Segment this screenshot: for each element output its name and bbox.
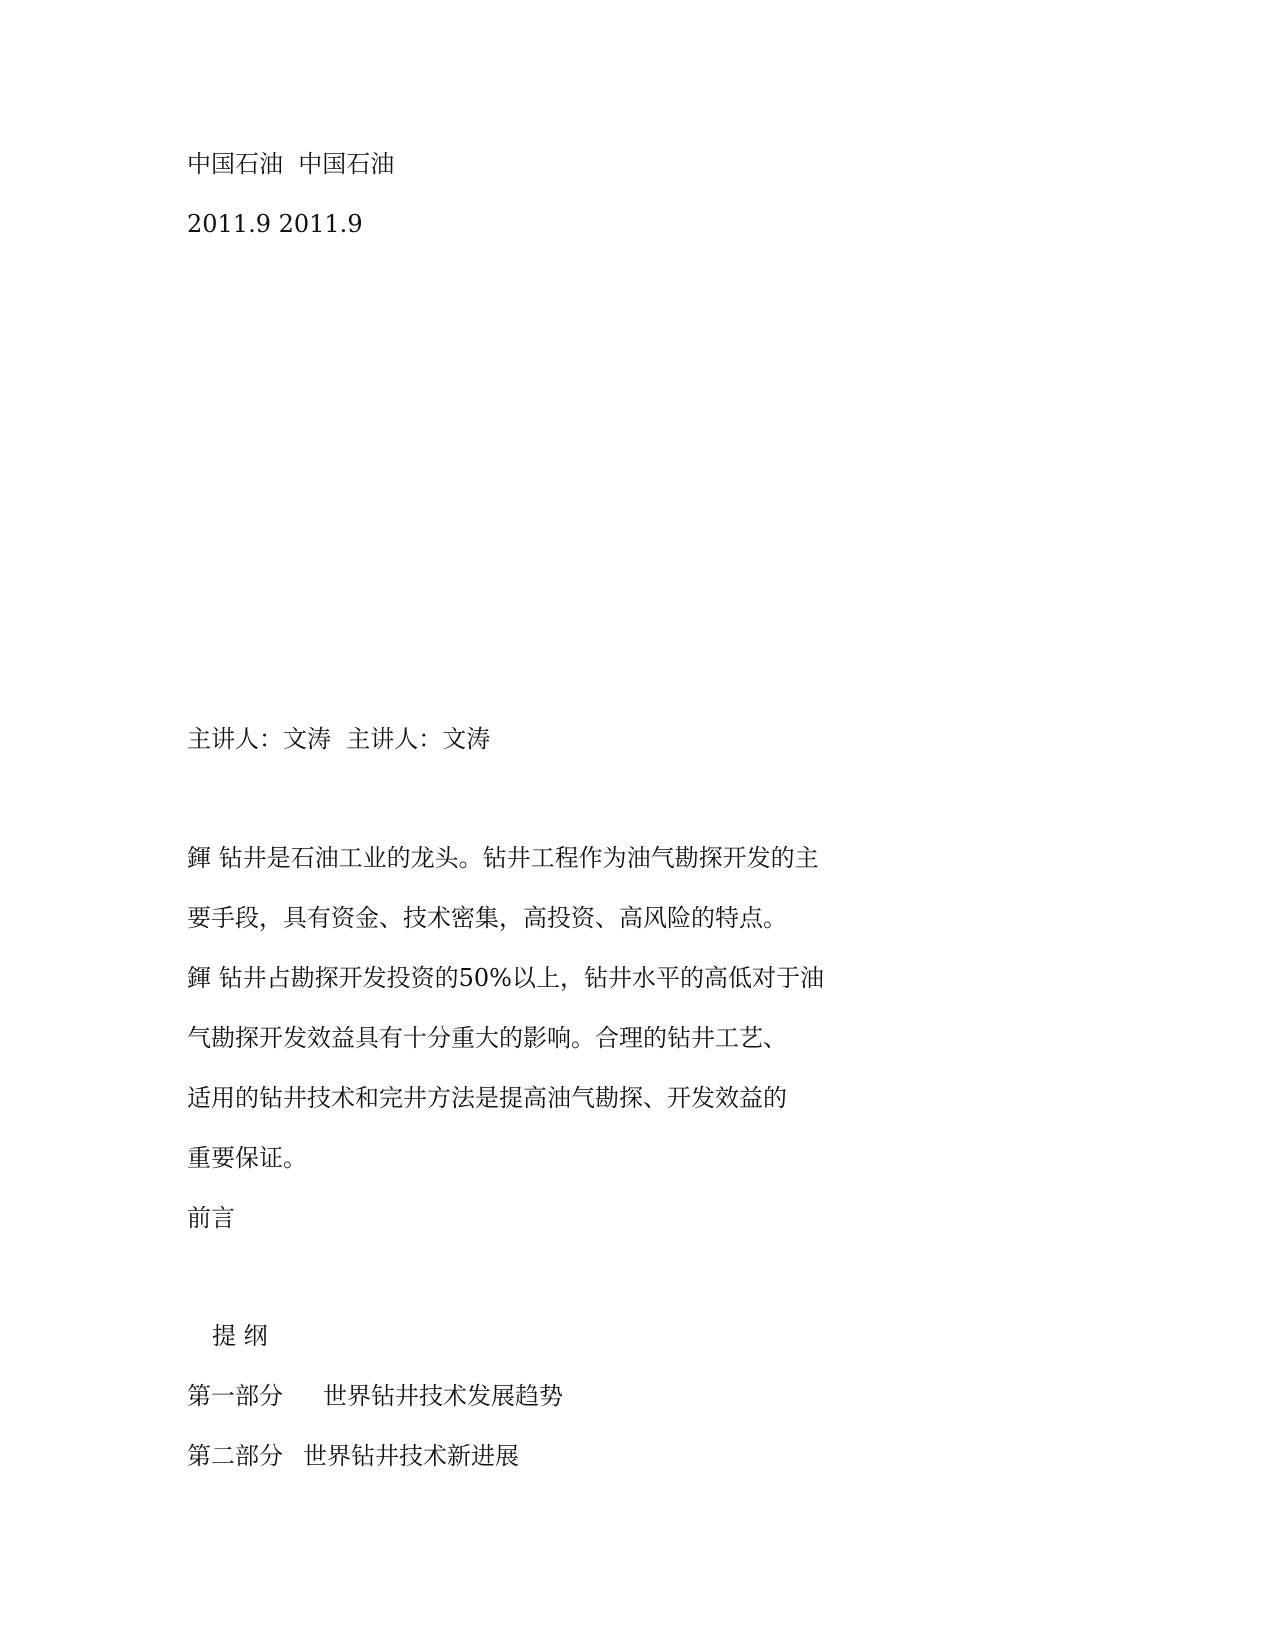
body-line-3: 鍕 钻井占勘探开发投资的50%以上，钻井水平的高低对于油	[187, 964, 824, 992]
section-title-preface: 前言	[187, 1204, 235, 1232]
outline-part-label: 第二部分	[187, 1442, 283, 1470]
outline-title: 提 纲	[212, 1322, 268, 1350]
speaker-line: 主讲人：文涛 主讲人：文涛	[187, 725, 491, 753]
outline-part-title: 世界钻井技术新进展	[303, 1442, 519, 1470]
body-line-2: 要手段，具有资金、技术密集，高投资、高风险的特点。	[187, 904, 787, 932]
outline-item	[187, 1441, 519, 1471]
body-line-4: 气勘探开发效益具有十分重大的影响。合理的钻井工艺、	[187, 1024, 787, 1052]
organization-line: 中国石油 中国石油	[187, 150, 395, 178]
body-line-1: 鍕 钻井是石油工业的龙头。钻井工程作为油气勘探开发的主	[187, 844, 819, 872]
body-line-5: 适用的钻井技术和完井方法是提高油气勘探、开发效益的	[187, 1084, 787, 1112]
outline-part-label: 第一部分	[187, 1382, 283, 1410]
outline-item	[187, 1381, 563, 1411]
date-line: 2011.9 2011.9	[187, 210, 363, 238]
body-line-6: 重要保证。	[187, 1144, 307, 1172]
outline-part-title: 世界钻井技术发展趋势	[323, 1382, 563, 1410]
